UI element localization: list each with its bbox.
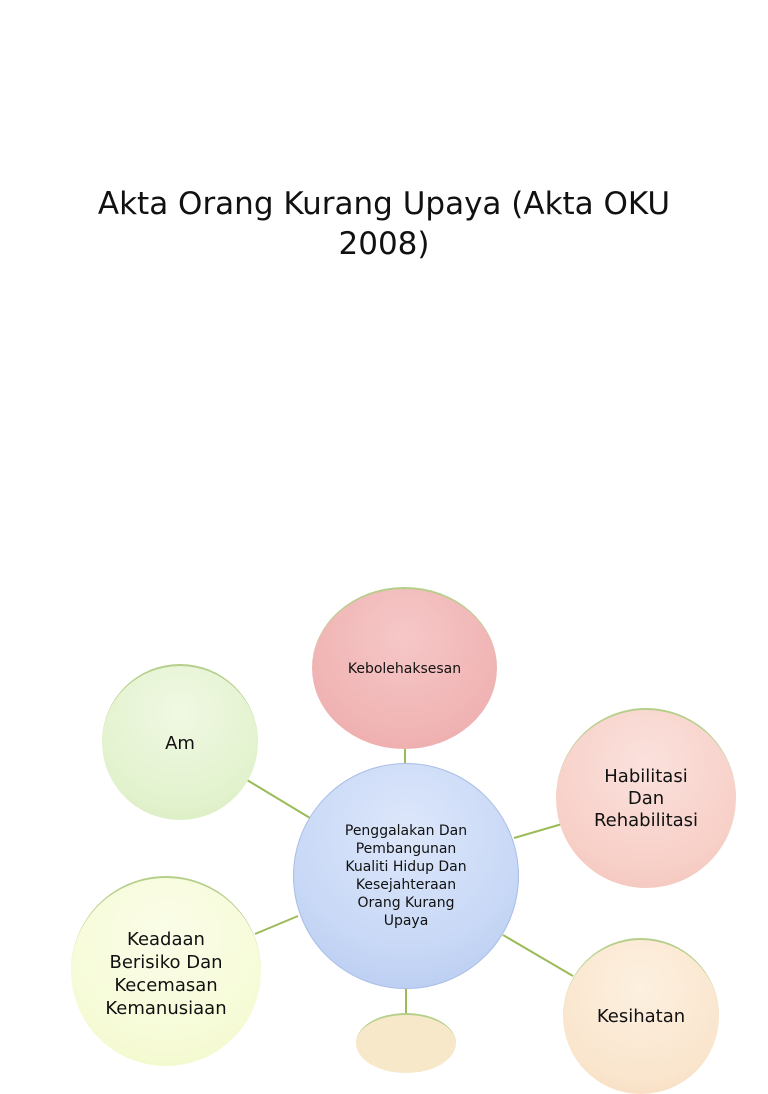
node-center [293, 763, 519, 989]
node-label: Dan [627, 788, 665, 809]
node-label: Rehabilitasi [593, 810, 699, 831]
connector-am [247, 780, 310, 818]
node-kebolehaksesan [312, 587, 497, 749]
connector-kesihatan [503, 935, 573, 976]
node-label: Habilitasi [604, 766, 688, 787]
node-label: Berisiko Dan [109, 952, 223, 973]
node-label: Kemanusiaan [105, 998, 227, 1019]
center-label: Kualiti Hidup Dan [345, 859, 467, 875]
node-label: Kecemasan [114, 975, 218, 996]
page-title: Akta Orang Kurang Upaya (Akta OKU 2008) [97, 186, 671, 262]
center-label: Penggalakan Dan [344, 823, 468, 839]
node-label: Kesihatan [596, 1006, 686, 1027]
node-bottom-partial [356, 1013, 456, 1073]
node-label: Kebolehaksesan [347, 661, 462, 677]
node-am [102, 664, 258, 820]
node-label: Keadaan [127, 929, 205, 950]
center-label: Upaya [383, 913, 429, 929]
connector-keadaan [255, 916, 298, 934]
node-kesihatan [563, 938, 719, 1094]
node-habilitasi-dan-rehabilitasi [556, 708, 736, 888]
connector-habilitasi [514, 824, 562, 838]
center-label: Kesejahteraan [355, 877, 457, 893]
node-label: Am [165, 732, 195, 754]
node-keadaan-berisiko [71, 876, 261, 1066]
center-label: Pembangunan [355, 841, 457, 857]
center-label: Orang Kurang [357, 895, 455, 911]
